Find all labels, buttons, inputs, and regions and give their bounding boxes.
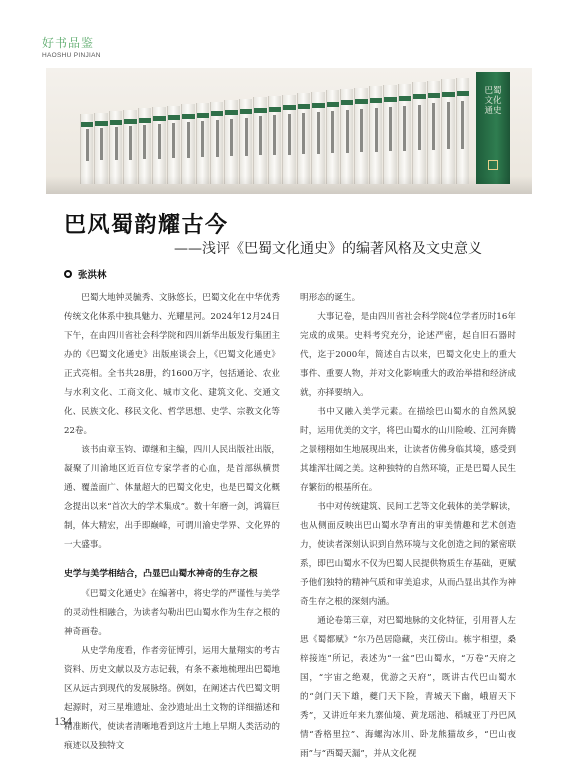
book-spine	[80, 114, 93, 184]
book-spine	[123, 110, 136, 184]
author-line	[64, 267, 107, 281]
spine-lettering	[288, 114, 291, 154]
paragraph: 该书由章玉钧、谭继和主编，四川人民出版社出版，凝聚了川渝地区近百位专家学者的心血，是首部纵横贯通、覆盖面广、体量超大的巴蜀文化史，也是巴蜀文化概念提出以来“首次大的学术集成”。数十年磨一剑，鸿篇巨制，体大精宏，出手即巅峰，可谓川渝史学界、文化界的一大盛事。	[64, 445, 280, 550]
seal-icon	[488, 160, 498, 170]
spine-lettering	[129, 126, 132, 159]
spine-lettering	[302, 113, 305, 154]
spine-lettering	[360, 109, 363, 152]
book-spine	[398, 84, 411, 184]
spine-band	[110, 120, 122, 125]
spine-lettering	[158, 124, 161, 159]
lead-book-title: 巴蜀文化通史	[484, 86, 502, 116]
book-spine	[427, 81, 440, 184]
spine-band	[211, 111, 223, 116]
paragraph: 从史学角度看，作者旁征博引，运用大量翔实的考古资料、历史文献以及方志记载，有条不紊地梳理出巴蜀地区从远古到现代的发展脉络。例如，在阐述古代巴蜀文明起源时，对三星堆遗址、金沙遗址出土文物的详细描述和精准断代，使读者清晰地看到这片土地上早期人类活动的痕迹以及独特文	[64, 646, 280, 751]
book-spine	[181, 104, 194, 184]
spine-band	[254, 108, 266, 113]
paragraph: 《巴蜀文化通史》在编著中，将史学的严谨性与美学的灵动性相融合，为读者勾勒出巴山蜀水作为生存之根的神奇画卷。	[64, 589, 280, 637]
spine-lettering	[331, 111, 334, 153]
spine-lettering	[187, 122, 190, 158]
book-spine	[167, 106, 180, 184]
book-spine	[369, 86, 382, 184]
spine-band	[139, 118, 151, 123]
spine-band	[269, 107, 281, 112]
text-column-right	[300, 289, 516, 764]
spine-band	[197, 113, 209, 118]
spine-band	[370, 98, 382, 103]
spine-lettering	[201, 121, 204, 157]
spine-lettering	[461, 101, 464, 149]
book-spine	[282, 95, 295, 184]
spine-band	[124, 119, 136, 124]
spine-lettering	[418, 105, 421, 151]
spine-lettering	[143, 125, 146, 159]
book-spine	[109, 111, 122, 184]
book-spine	[412, 82, 425, 184]
spine-band	[312, 103, 324, 108]
spine-band	[153, 116, 165, 121]
spine-band	[168, 115, 180, 120]
book-spine	[326, 90, 339, 184]
book-spine	[94, 113, 107, 184]
spine-lettering	[447, 102, 450, 149]
book-spine	[224, 100, 237, 184]
book-spine	[456, 78, 469, 184]
spine-band	[182, 114, 194, 119]
book-spine	[138, 108, 151, 184]
spine-lettering	[346, 110, 349, 153]
spine-band	[399, 96, 411, 101]
section-title-en: HAOSHU PINJIAN	[42, 52, 101, 59]
spine-band	[341, 100, 353, 105]
spine-band	[283, 105, 295, 110]
spine-band	[298, 104, 310, 109]
book-spine	[253, 97, 266, 184]
spine-lettering	[172, 123, 175, 158]
spine-band	[457, 91, 469, 96]
spine-lettering	[230, 119, 233, 157]
spine-lettering	[86, 129, 89, 161]
spine-band	[95, 121, 107, 126]
spine-lettering	[389, 107, 392, 152]
book-spine	[311, 92, 324, 184]
book-spine	[196, 103, 209, 184]
paragraph: 巴蜀大地钟灵毓秀、文脉悠长，巴蜀文化在中华优秀传统文化体系中独具魅力、光耀星河。2024年12月24日下午，在由四川省社会科学院和四川新华出版发行集团主办的《巴蜀文化通史》出版座谈会上，《巴蜀文化通史》正式亮相。全书共28册，约1600万字，包括通论、农业与水利文化、工商文化、城市文化、建筑文化、交通文化、民族文化、移民文化、哲学思想、史学、宗教文化等22卷。	[64, 293, 280, 436]
book-set-photo	[46, 68, 532, 194]
spine-lettering	[273, 115, 276, 155]
section-header	[42, 34, 101, 59]
spine-band	[240, 109, 252, 114]
spine-lettering	[432, 103, 435, 149]
paragraph: 通论卷第三章，对巴蜀地脉的文化特征，引用晋人左思《蜀都赋》“尔乃邑居隐藏，夹江傍山。栋宇相望，桑梓接连”所记，表述为“一盆”巴山蜀水，“万卷”天府之国，“宇宙之绝观，优游之天府”，既讲古代巴山蜀水的“剑门天下雄，夔门天下险，青城天下幽，峨眉天下秀”，又讲近年来九寨仙境、黄龙瑶池、稻城亚丁丹巴风情“香格里拉”、海螺沟冰川、卧龙熊猫故乡，“巴山夜雨”与“西蜀天漏”，并从文化视	[300, 616, 516, 759]
book-spine	[340, 89, 353, 184]
spine-lettering	[317, 112, 320, 153]
spine-lettering	[259, 116, 262, 155]
spine-lettering	[216, 120, 219, 157]
spine-lettering	[403, 106, 406, 151]
spine-band	[81, 122, 93, 127]
article-subtitle: ——浅评《巴蜀文化通史》的编著风格及文史意义	[174, 241, 482, 257]
paragraph: 书中对传统建筑、民间工艺等文化载体的美学解读，也从侧面反映出巴山蜀水孕育出的审美情趣和艺术创造力，使读者深刻认识到自然环境与文化创造之间的紧密联系，即巴山蜀水不仅为巴蜀人民提供物质生存基础，更赋予他们独特的精神气质和审美追求，从而凸显出其作为神奇生存之根的深刻内涵。	[300, 502, 516, 607]
book-spine	[268, 96, 281, 184]
spine-lettering	[375, 108, 378, 152]
spine-band	[428, 93, 440, 98]
spine-band	[442, 92, 454, 97]
paragraph: 大事记卷，是由四川省社会科学院4位学者历时16年完成的成果。史料考究充分，论述严密，起自旧石器时代，迄于2000年，简述自古以来，巴蜀文化史上的重大事件、重要人物，并对文化影响重大的政治举措和经济成就，亦择要纳入。	[300, 312, 516, 398]
article-title: 巴风蜀韵耀古今	[64, 213, 229, 238]
book-spine	[441, 79, 454, 184]
section-heading: 史学与美学相结合，凸显巴山蜀水神奇的生存之根	[64, 569, 258, 579]
book-spine	[354, 88, 367, 184]
page-number: 134	[54, 714, 72, 728]
spine-lettering	[100, 128, 103, 160]
spine-band	[327, 102, 339, 107]
paragraph: 书中又融入美学元素。在描绘巴山蜀水的自然风貌时，运用优美的文字，将巴山蜀水的山川险峻、江河奔腾之景栩栩如生地展现出来，让读者仿佛身临其境，感受到其雄浑壮阔之美。这种独特的自然环境，正是巴蜀人民生存繁衍的根基所在。	[300, 407, 516, 493]
book-spine	[210, 102, 223, 184]
book-spine	[152, 107, 165, 184]
book-spine	[239, 99, 252, 184]
photo-shadow	[46, 176, 532, 194]
book-spine	[383, 85, 396, 184]
spine-band	[355, 99, 367, 104]
spine-band	[413, 94, 425, 99]
text-column-left	[64, 289, 280, 756]
spine-lettering	[245, 118, 248, 156]
bullet-icon	[64, 270, 72, 278]
author-name: 张洪林	[78, 270, 107, 281]
paragraph: 明形态的诞生。	[300, 293, 361, 303]
spine-band	[225, 110, 237, 115]
book-spine	[297, 93, 310, 184]
section-title-cn: 好书品鉴	[42, 36, 95, 50]
spine-lettering	[115, 127, 118, 160]
spine-band	[384, 97, 396, 102]
lead-book-cover	[476, 72, 510, 184]
